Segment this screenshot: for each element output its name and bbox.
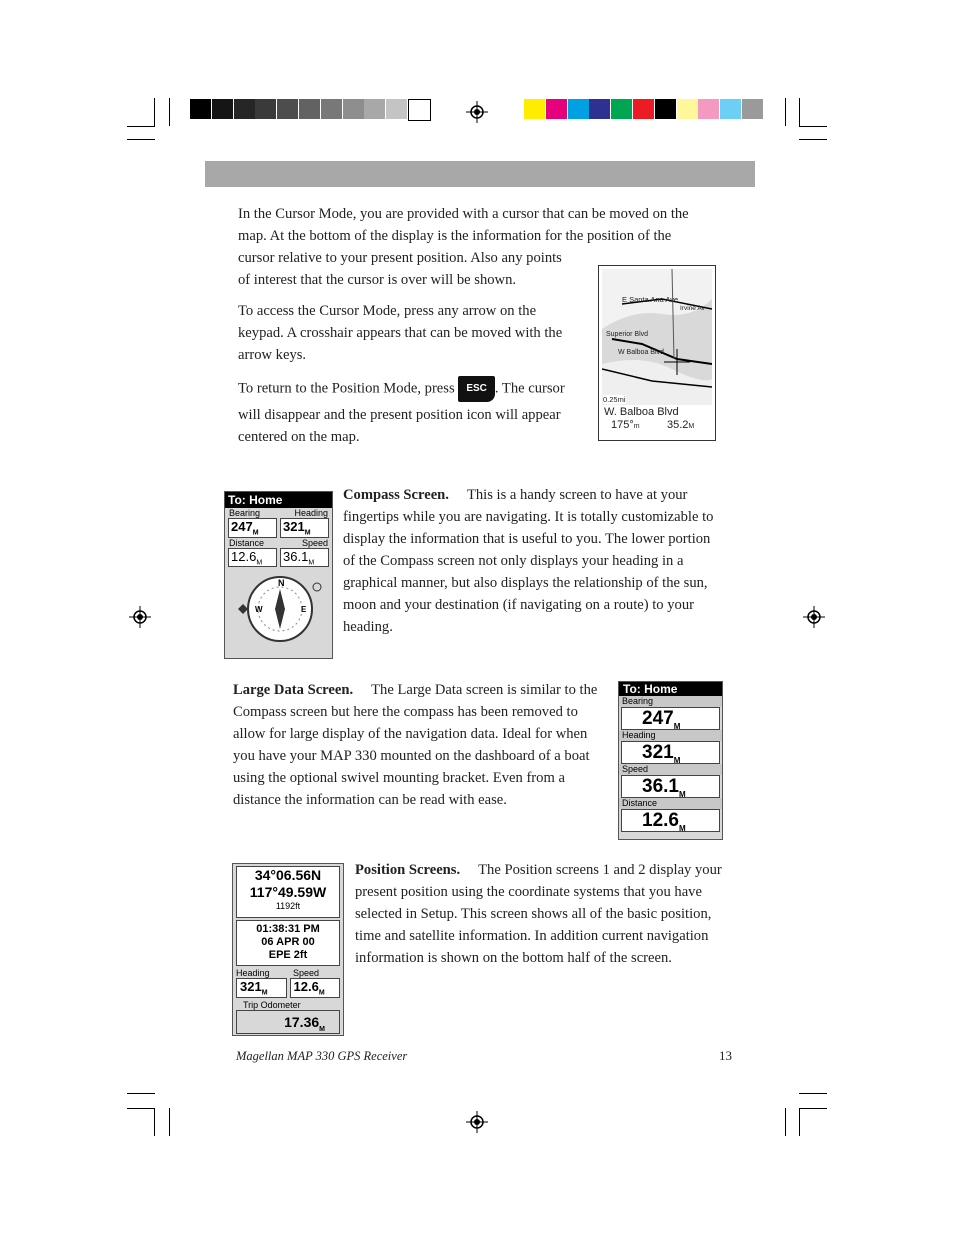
registration-mark-icon [466,1111,488,1133]
field-label: Speed [301,537,328,548]
grey-swatch [277,99,298,119]
color-swatch [655,99,676,119]
unit: M [308,559,315,567]
unit: M [688,423,695,430]
unit: M [678,823,686,833]
heading-value: 321 [240,979,262,994]
grey-swatch [408,99,431,121]
map-label: Superior Blvd [606,331,649,338]
unit: M [304,529,311,537]
grey-swatch [343,99,364,119]
text-line: time and satellite information. In addition current navigation [355,928,709,944]
page-number: 13 [719,1048,732,1063]
text-line: arrow keys. [238,347,307,363]
large-value [621,775,720,798]
text-line: of the Compass screen not only displays your heading in a [343,553,684,569]
speed-value: 12.6 [293,979,319,994]
text-line: map. At the bottom of the display is the information for the position of the [238,228,672,244]
field-label: Trip Odometer [243,999,301,1010]
text-line: selected in Setup. This screen shows all of the basic position, [355,906,712,922]
cursor-bearing: 175° [611,419,634,431]
unit: m [633,423,640,430]
section-heading: Large Data Screen. [233,682,354,698]
grey-swatch [299,99,320,119]
svg-text:E: E [301,605,307,615]
screen-title: To: Home [619,682,722,696]
position-description [355,859,740,969]
elevation: 1192ft [275,901,301,911]
map-scale: 0.25mi [603,395,626,404]
footer-title: Magellan MAP 330 GPS Receiver [236,1049,408,1063]
time: 01:38:31 PM [256,923,320,935]
date: 06 APR 00 [261,936,315,948]
cursor-mode-return [238,376,593,448]
svg-text:N: N [278,578,285,589]
grey-swatch [190,99,211,119]
unit: M [318,989,325,997]
field-label: Heading [236,968,270,978]
distance-value: 12.6 [231,548,257,564]
unit: M [673,755,681,765]
text-line: information is shown on the bottom half of the screen. [355,950,672,966]
large-value [621,741,720,764]
large-value [621,809,720,832]
unit: M [319,1025,325,1033]
unit: M [256,559,263,567]
latitude: 34°06.56N [254,867,322,883]
registration-mark-icon [803,606,825,628]
color-swatch [677,99,698,119]
text-line: distance the information can be read with ease. [233,792,507,808]
field-label: Speed [292,968,319,978]
field-label: Bearing [229,508,261,518]
grey-swatch [386,99,407,119]
field-label: Bearing [619,696,722,707]
bearing-value: 247 [231,519,253,534]
map-label: W Balboa Blvd [618,349,664,356]
text-line: using the optional swivel mounting bracket. Even from a [233,770,565,786]
text-line: you have your MAP 330 mounted on the dashboard of a boat [233,748,590,764]
heading-value: 321 [283,519,305,534]
cursor-name: W. Balboa Blvd [604,406,679,418]
text-line: fingertips while you are navigating. It is totally customizable to [343,509,714,525]
text-line: keypad. A crosshair appears that can be moved with the [238,325,563,341]
field-label: Distance [229,537,265,548]
compass-description [343,484,738,638]
field-label: Speed [619,764,722,775]
value-text: 321 [642,742,674,763]
unit: M [678,789,686,799]
screen-title: To: Home [225,492,332,508]
text-line: centered on the map. [238,429,360,445]
compass-screen [224,491,333,659]
color-swatch [698,99,719,119]
cursor-mode-access [238,300,588,366]
text-line: present position using the coordinate systems that you have [355,884,702,900]
odometer-value: 17.36 [284,1013,320,1030]
position-screen [232,863,344,1036]
unit: M [252,529,259,537]
text-line: Compass screen but here the compass has been removed to [233,704,578,720]
value-text: 12.6 [642,810,679,831]
value-text: 36.1 [642,776,679,797]
large-data-description [233,679,613,811]
registration-mark-icon [466,101,488,123]
text-line: This is a handy screen to have at your [466,487,688,503]
grey-swatch [212,99,233,119]
text-line: display the information that is useful to you. The lower portion [343,531,711,547]
map-label: Irvine Av [680,305,705,312]
compass-rose-icon [225,567,330,651]
value-text: 247 [642,708,674,729]
map-label: E Santa Ana Ave [622,295,679,304]
section-header-bar [205,161,755,187]
large-value [621,707,720,730]
color-swatch [611,99,632,119]
text-line: The Large Data screen is similar to the [371,682,598,698]
color-swatch [720,99,741,119]
map-cursor-screen [598,265,716,441]
text-line: In the Cursor Mode, you are provided with a cursor that can be moved on the [238,206,689,222]
grey-swatch [321,99,342,119]
text-line: heading. [343,619,393,635]
color-swatch [524,99,545,119]
field-label: Heading [294,508,328,518]
grey-swatch [234,99,255,119]
unit: M [261,989,268,997]
color-swatch [742,99,763,119]
grey-swatch [364,99,385,119]
text-line: cursor relative to your present position. Also any points [238,250,562,266]
color-swatch [633,99,654,119]
field-label: Distance [619,798,722,809]
svg-text:W: W [255,605,263,615]
text-line: To access the Cursor Mode, press any arrow on the [238,303,537,319]
text-line: allow for large display of the navigation data. Ideal for when [233,726,588,742]
color-swatch [568,99,589,119]
registration-mark-icon [129,606,151,628]
epe: EPE 2ft [268,949,308,961]
text-line: moon and your destination (if navigating on a route) to your [343,597,694,613]
longitude: 117°49.59W [249,884,327,900]
color-swatch [546,99,567,119]
esc-key-icon: ESC [458,376,495,402]
text-line: The Position screens 1 and 2 display your [478,862,722,878]
section-heading: Compass Screen. [343,487,449,503]
cursor-distance: 35.2 [667,419,689,431]
text-line: will disappear and the present position icon will appear [238,407,561,423]
grey-swatch [255,99,276,119]
speed-value: 36.1 [283,548,309,564]
text-line: of interest that the cursor is over will be shown. [238,272,517,288]
text-line: To return to the Position Mode, press [238,380,455,397]
color-swatch [589,99,610,119]
field-label: Heading [619,730,722,741]
section-heading: Position Screens. [355,862,461,878]
large-data-screen [618,681,723,840]
text-line: . The cursor [494,380,565,397]
unit: M [673,721,681,731]
text-line: graphical manner, but also displays the relationship of the sun, [343,575,708,591]
